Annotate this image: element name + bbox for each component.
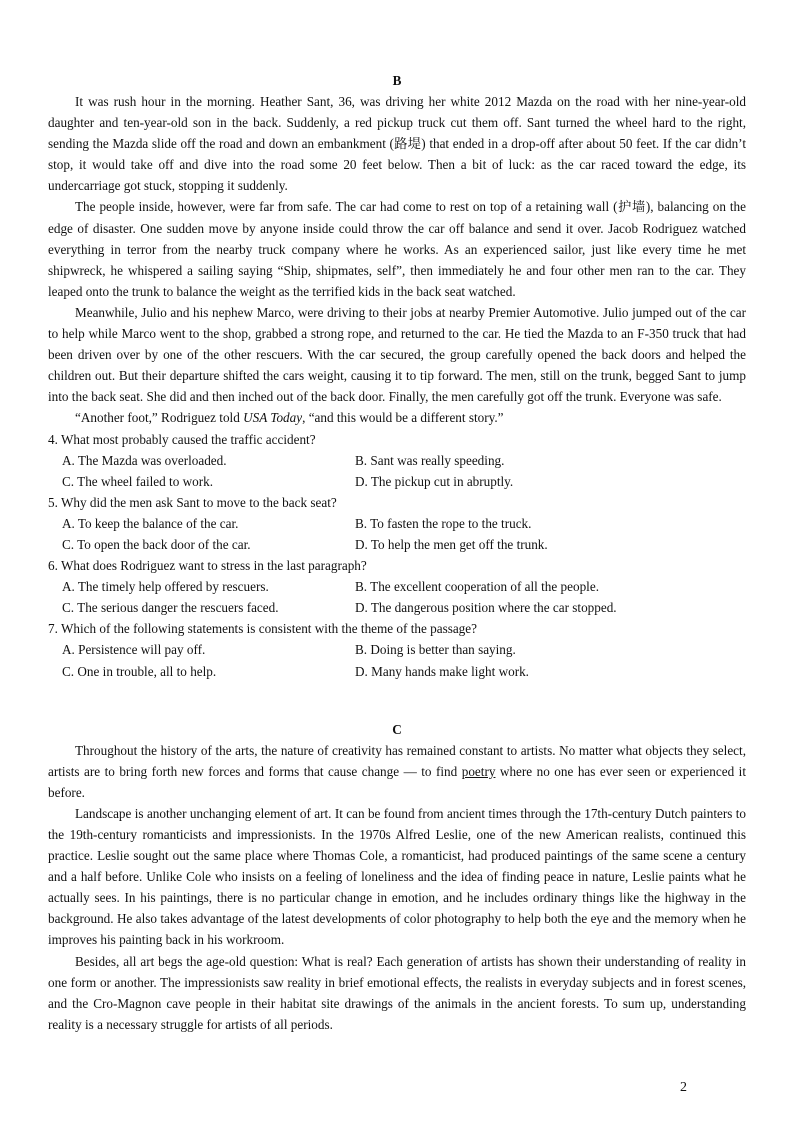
options-row bbox=[48, 513, 746, 534]
section-gap bbox=[48, 682, 746, 719]
section-c-paragraph-3: Besides, all art begs the age-old question: What is real? Each generation of artists has shown their understanding of reality in one form or another. The impressionists saw reality in brief emotional effects, the realists in everyday subjects and in forest scenes, and the Cro-Magnon cave people in their habitat site drawings of the animals in the ancient forests. To sum up, understanding reality is a necessary struggle for artists of all periods. bbox=[48, 953, 746, 1032]
options-row bbox=[48, 534, 746, 555]
option-b: B. The excellent cooperation of all the people. bbox=[355, 579, 600, 595]
page-number: 2 bbox=[680, 1080, 687, 1095]
options-row bbox=[48, 471, 746, 492]
section-b-paragraph-3: Meanwhile, Julio and his nephew Marco, were driving to their jobs at nearby Premier Automotive. Julio jumped out of the car to help while Marco went to the shop, grabbed a strong rope, and returned to the car. He tied the Mazda to an F-350 truck that had been driven over by one of the other rescuers. With the car secured, the group carefully opened the back doors and helped the children out. But their departure shifted the cars weight, causing it to tip forward. The men, still on the trunk, begged Sant to jump into the back seat. She did and then inched out of the back door. Finally, the men carefully got off the trunk. Everyone was safe. bbox=[48, 304, 746, 405]
question-stem: 5. Why did the men ask Sant to move to the back seat? bbox=[48, 494, 337, 510]
option-b: B. To fasten the rope to the truck. bbox=[355, 515, 532, 531]
p1-start: Throughout the history of the arts, the nature of creativity has remained constant to artists. No matter what objects they select, artists are to bring forth new forces and forms that cause change — to find bbox=[48, 742, 746, 779]
option-a: A. The Mazda was overloaded. bbox=[62, 452, 227, 468]
option-d: D. The pickup cut in abruptly. bbox=[355, 473, 514, 489]
option-d: D. Many hands make light work. bbox=[355, 663, 529, 679]
options-row bbox=[48, 450, 746, 471]
question-stem: 7. Which of the following statements is consistent with the theme of the passage? bbox=[48, 621, 477, 637]
option-d: D. To help the men get off the trunk. bbox=[355, 536, 548, 552]
option-a: A. Persistence will pay off. bbox=[62, 642, 206, 658]
section-c-paragraph-2: Landscape is another unchanging element of art. It can be found from ancient times through the 17th-century Dutch painters to the 19th-century romanticists and impressionists. In the 1970s Alfred Leslie, one of the new American realists, continued this practice. Leslie sought out the same place where Thomas Cole, a romanticist, had produced paintings of the same scene a century and a half before. Unlike Cole who insists on a feeling of loneliness and the idea of finding peace in nature, Leslie paints what he actually sees. In his paintings, there is no particular change in emotion, and he includes ordinary things like the highway in the background. He also takes advantage of the latest developments of color photography to help both the eye and the memory when he improves his painting back in his workroom. bbox=[48, 805, 746, 948]
section-c-paragraph-1 bbox=[48, 740, 746, 803]
question-5 bbox=[48, 492, 746, 555]
question-4 bbox=[48, 429, 746, 492]
question-stem: 4. What most probably caused the traffic accident? bbox=[48, 431, 316, 447]
quote-start: “Another foot,” Rodriguez told bbox=[75, 410, 244, 426]
options-row bbox=[48, 576, 746, 597]
section-c-title: C bbox=[392, 721, 402, 737]
quote-source: USA Today bbox=[243, 410, 303, 426]
underlined-word: poetry bbox=[461, 763, 496, 779]
section-b-title: B bbox=[392, 73, 402, 88]
section-b-paragraph-2: The people inside, however, were far from safe. The car had come to rest on top of a retaining wall (护墙), balancing on the edge of disaster. One sudden move by anyone inside could throw the car off balance and send it over. Jacob Rodriguez watched everything in terror from the nearby truck company where he works. As an experienced sailor, just like every time he met shipwreck, he whispered a sailing saying “Ship, shipmates, self”, then immediately he and four other men ran to the car. They leaped onto the trunk to balance the weight as the terrified kids in the back seat watched. bbox=[48, 199, 746, 299]
option-c: C. The wheel failed to work. bbox=[62, 473, 214, 489]
options-row bbox=[48, 661, 746, 682]
option-b: B. Doing is better than saying. bbox=[355, 642, 516, 658]
section-b-paragraph-1: It was rush hour in the morning. Heather Sant, 36, was driving her white 2012 Mazda on the road with her nine-year-old daughter and ten-year-old son in the back. Suddenly, a red pickup truck cut them off. Sant turned the wheel hard to the right, sending the Mazda slide off the road and down an embankment (路堤) that ended in a drop-off after about 50 feet. If the car didn’t stop, it would take off and dive into the road some 20 feet below. Then a bit of luck: as the car raced toward the edge, its undercarriage got stuck, stopping it suddenly. bbox=[48, 94, 746, 194]
question-6 bbox=[48, 555, 746, 618]
option-c: C. One in trouble, all to help. bbox=[62, 663, 217, 679]
p1-end: where no one has ever seen or experienced it before. bbox=[48, 763, 746, 800]
option-c: C. To open the back door of the car. bbox=[62, 536, 251, 552]
question-7 bbox=[48, 618, 746, 681]
quote-end: , “and this would be a different story.” bbox=[302, 410, 504, 426]
document-page bbox=[48, 70, 746, 1035]
option-d: D. The dangerous position where the car stopped. bbox=[355, 600, 617, 616]
option-a: A. The timely help offered by rescuers. bbox=[62, 579, 269, 595]
section-b-quote-paragraph bbox=[48, 407, 746, 428]
option-c: C. The serious danger the rescuers faced. bbox=[62, 600, 279, 616]
question-stem: 6. What does Rodriguez want to stress in the last paragraph? bbox=[48, 558, 367, 574]
option-b: B. Sant was really speeding. bbox=[355, 452, 505, 468]
options-row bbox=[48, 639, 746, 660]
option-a: A. To keep the balance of the car. bbox=[62, 515, 239, 531]
options-row bbox=[48, 597, 746, 618]
